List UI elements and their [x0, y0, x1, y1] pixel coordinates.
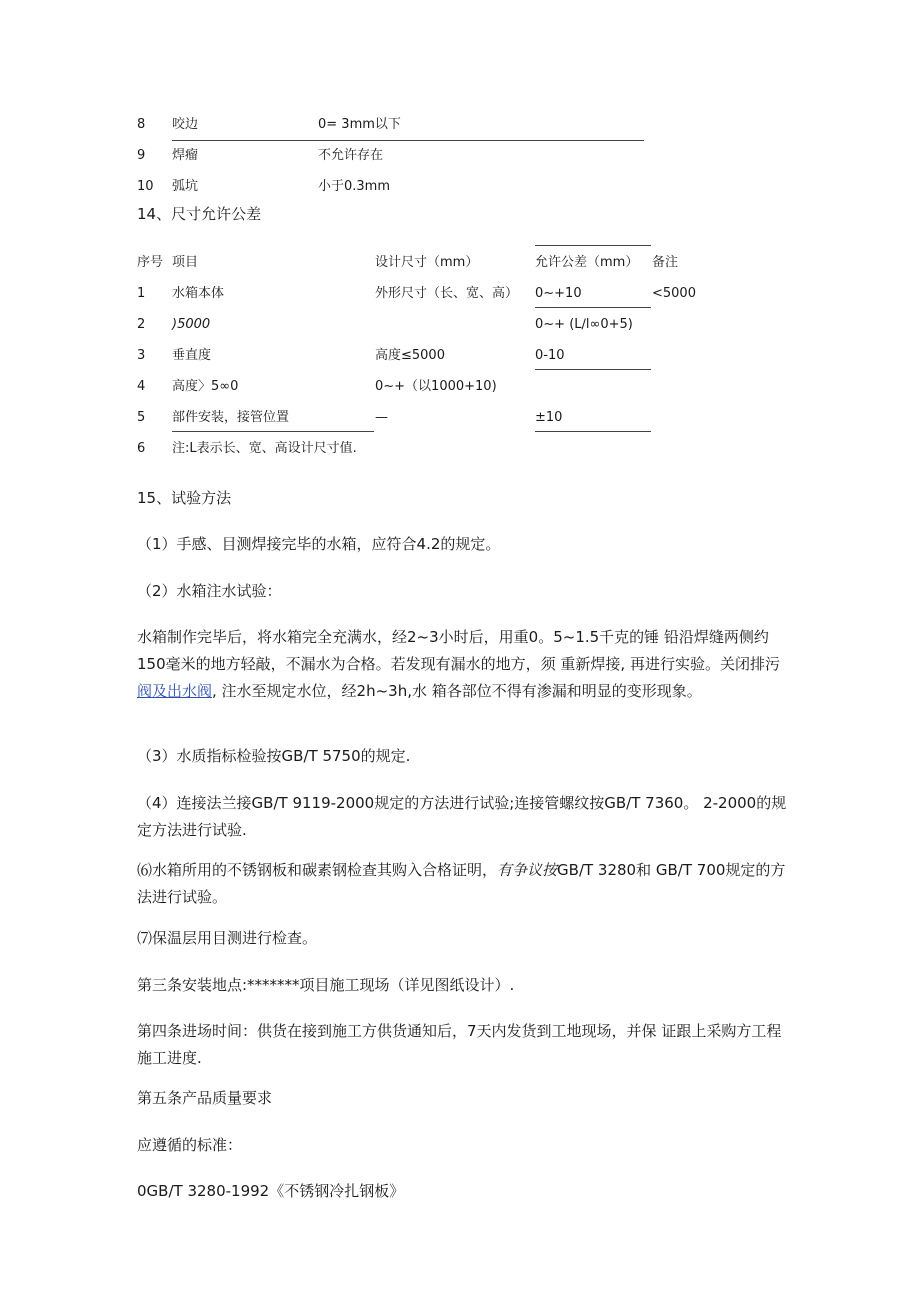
- header-note: 备注: [652, 255, 679, 270]
- row-no: 1: [137, 286, 146, 301]
- paragraph: （2）水箱注水试验：: [137, 582, 282, 600]
- row-no: 5: [137, 410, 146, 425]
- header-design: 设计尺寸（mm）: [375, 255, 479, 270]
- defect-item: 弧坑: [172, 179, 199, 194]
- row-tolerance: 0-10: [535, 348, 565, 363]
- row-design: 外形尺寸（长、宽、高）: [375, 286, 519, 301]
- defect-no: 9: [137, 148, 146, 163]
- header-item: 项目: [172, 255, 199, 270]
- table-rule: [535, 369, 651, 370]
- defect-item: 咬边: [172, 117, 199, 132]
- paragraph: [137, 857, 787, 911]
- table-rule: [172, 431, 374, 432]
- paragraph: （1）手感、目测焊接完毕的水箱，应符合4.2的规定。: [137, 535, 501, 553]
- row-no: 6: [137, 441, 146, 456]
- row-item: 水箱本体: [172, 286, 225, 301]
- standard-title: 应遵循的标准：: [137, 1136, 243, 1154]
- paragraph: ⑺保温层用目测进行检查。: [137, 929, 318, 947]
- row-design: —: [375, 410, 388, 425]
- row-tolerance: 0~+10: [535, 286, 582, 301]
- italic-run: 有争议按: [497, 861, 558, 879]
- text-run: GB/T 3280和 GB/T 700规定的方法进行试验。: [137, 861, 786, 906]
- row-note: <5000: [652, 286, 696, 301]
- table-rule: [535, 245, 651, 246]
- defect-item: 焊瘤: [172, 148, 199, 163]
- table-rule: [535, 307, 651, 308]
- row-item: 部件安装，接管位置: [172, 410, 290, 425]
- table-footnote: 注:L表示长、宽、高设计尺寸值.: [172, 441, 357, 456]
- defect-no: 8: [137, 117, 146, 132]
- table-rule: [535, 431, 651, 432]
- paragraph: （4）连接法兰接GB/T 9119-2000规定的方法进行试验;连接管螺纹按GB/T 7360。 2-2000的规定方法进行试验.: [137, 794, 787, 839]
- defect-req: 0= 3mm以下: [318, 117, 401, 132]
- row-item: 垂直度: [172, 348, 212, 363]
- defect-req: 不允许存在: [318, 148, 384, 163]
- row-tolerance: 0~+ (L∕l∞0+5): [535, 317, 633, 332]
- defect-req: 小于0.3mm: [318, 179, 391, 194]
- text-run: 水箱制作完毕后，将水箱完全充满水，经2~3小时后，用重0。5~1.5千克的锤 铅沿焊缝两侧约150毫米的地方轻敲，不漏水为合格。若发现有漏水的地方，须 重新焊接, 再进行实验。关闭排污: [137, 628, 780, 673]
- text-run: ⑹水箱所用的不锈钢板和碳素钢检查其购入合格证明，: [137, 861, 498, 879]
- header-tolerance: 允许公差（mm）: [535, 255, 639, 270]
- section-15-title: 15、试验方法: [137, 489, 232, 507]
- article-4: 第四条进场时间：供货在接到施工方供货通知后，7天内发货到工地现场，并保 证跟上采购方工程施工进度.: [137, 1022, 782, 1067]
- paragraph-water-test: [137, 624, 787, 705]
- row-no: 4: [137, 379, 146, 394]
- row-tolerance: ±10: [535, 410, 563, 425]
- article-5: 第五条产品质量要求: [137, 1089, 273, 1107]
- row-no: 2: [137, 317, 146, 332]
- table-rule: [172, 140, 644, 141]
- row-design: 高度≤5000: [375, 348, 445, 363]
- row-item: )5000: [172, 317, 211, 332]
- standard-item: 0GB/T 3280-1992《不锈钢冷扎钢板》: [137, 1182, 405, 1200]
- paragraph: （3）水质指标检验按GB/T 5750的规定.: [137, 747, 411, 765]
- defect-no: 10: [137, 179, 154, 194]
- row-no: 3: [137, 348, 146, 363]
- article-3: 第三条安装地点:*******项目施工现场（详见图纸设计）.: [137, 976, 515, 994]
- valve-link[interactable]: 阀及出水阀: [137, 682, 213, 700]
- header-no: 序号: [137, 255, 164, 270]
- row-item: 高度〉5∞0: [172, 379, 239, 394]
- row-design: 0~+（以1000+10): [375, 379, 497, 394]
- text-run: , 注水至规定水位，经2h~3h,水 箱各部位不得有渗漏和明显的变形现象。: [212, 682, 702, 700]
- section-14-title: 14、尺寸允许公差: [137, 205, 262, 223]
